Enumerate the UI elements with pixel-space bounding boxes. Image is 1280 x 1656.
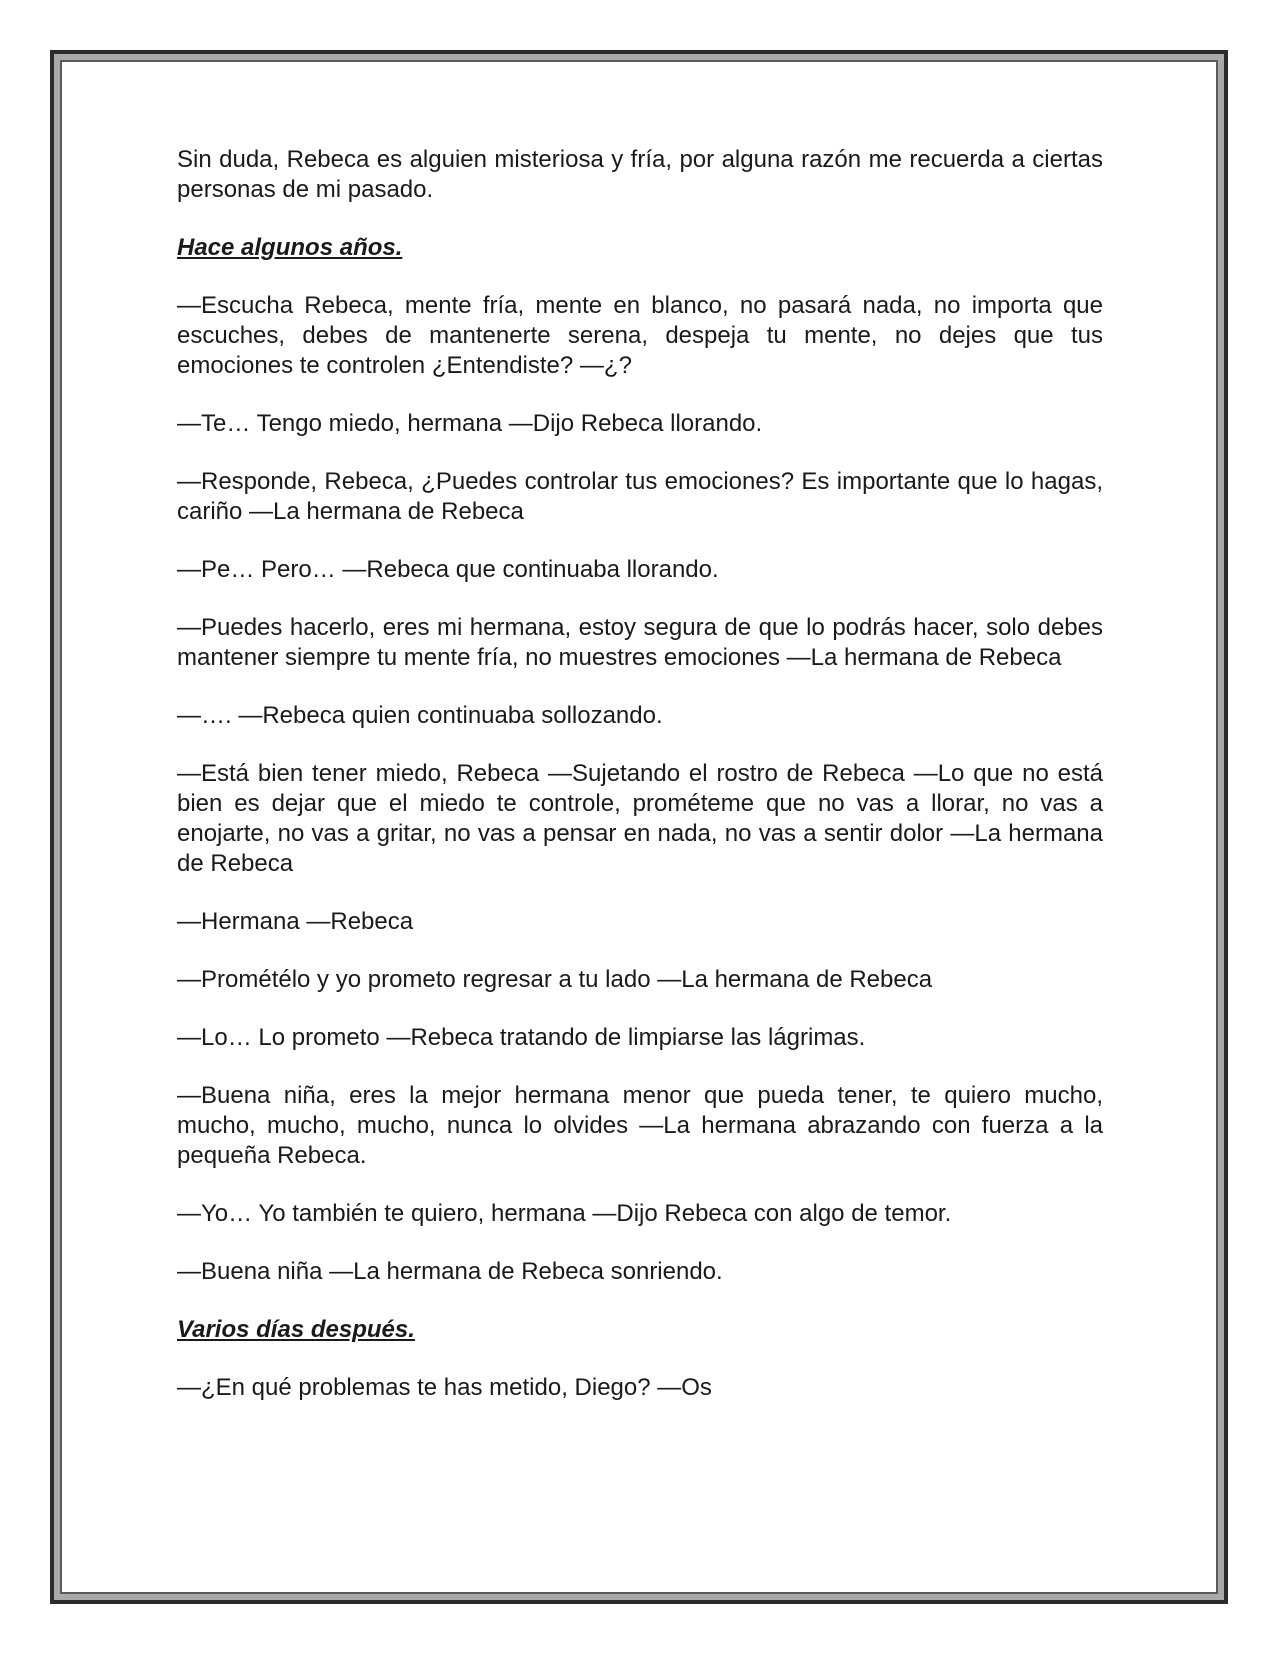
paragraph: —Yo… Yo también te quiero, hermana —Dijo Rebeca con algo de temor. xyxy=(177,1200,952,1227)
paragraph: —Puedes hacerlo, eres mi hermana, estoy segura de que lo podrás hacer, solo debes mantener siempre tu mente fría, no muestres emociones —La hermana de Rebeca xyxy=(177,614,1103,671)
paragraph: —¿En qué problemas te has metido, Diego? —Os xyxy=(177,1374,712,1401)
paragraph: —Te… Tengo miedo, hermana —Dijo Rebeca llorando. xyxy=(177,410,763,437)
paragraph: —…. —Rebeca quien continuaba sollozando. xyxy=(177,702,663,729)
paragraph: —Hermana —Rebeca xyxy=(177,908,414,935)
paragraph: —Responde, Rebeca, ¿Puedes controlar tus emociones? Es importante que lo hagas, cariño —La hermana de Rebeca xyxy=(177,468,1103,525)
paragraph: —Prométélo y yo prometo regresar a tu lado —La hermana de Rebeca xyxy=(177,966,933,993)
paragraph: —Escucha Rebeca, mente fría, mente en blanco, no pasará nada, no importa que escuches, debes de mantenerte serena, despeja tu mente, no dejes que tus emociones te controlen ¿Entendiste? —¿? xyxy=(177,292,1103,379)
paragraph: Sin duda, Rebeca es alguien misteriosa y fría, por alguna razón me recuerda a ciertas personas de mi pasado. xyxy=(177,146,1103,203)
paragraph: —Está bien tener miedo, Rebeca —Sujetando el rostro de Rebeca —Lo que no está bien es dejar que el miedo te controle, prométeme que no vas a llorar, no vas a enojarte, no vas a gritar, no vas a pensar en nada, no vas a sentir dolor —La hermana de Rebeca xyxy=(177,760,1103,877)
section-heading: Hace algunos años. xyxy=(177,234,403,261)
paragraph: —Buena niña —La hermana de Rebeca sonriendo. xyxy=(177,1258,723,1285)
document-body xyxy=(177,145,1103,1431)
paragraph: —Buena niña, eres la mejor hermana menor que pueda tener, te quiero mucho, mucho, mucho, mucho, nunca lo olvides —La hermana abrazando con fuerza a la pequeña Rebeca. xyxy=(177,1082,1103,1169)
paragraph: —Lo… Lo prometo —Rebeca tratando de limpiarse las lágrimas. xyxy=(177,1024,866,1051)
section-heading: Varios días después. xyxy=(177,1316,415,1343)
paragraph: —Pe… Pero… —Rebeca que continuaba llorando. xyxy=(177,556,719,583)
